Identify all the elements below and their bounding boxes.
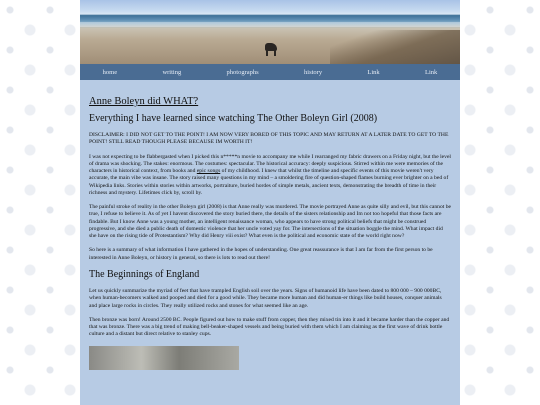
nav-photographs[interactable]: photographs bbox=[226, 68, 259, 76]
beach-banner-image bbox=[80, 0, 460, 64]
nav-home[interactable]: home bbox=[102, 68, 118, 76]
dog-leg bbox=[266, 50, 268, 56]
paragraph-summary: So here is a summary of what information I have gathered in the hopes of understanding. One great reassurance is that I am far from the first person to be interested in Anne Boleyn, or history in general, so there is lots to read out there! bbox=[89, 247, 433, 261]
article-title: Anne Boleyn did WHAT? bbox=[89, 96, 199, 107]
article-photo bbox=[89, 346, 239, 370]
disclaimer: DISCLAIMER: I DID NOT GET TO THE POINT! I AM NOW VERY BORED OF THIS TOPIC AND MAY RETURN AT A LATER DATE TO GET TO THE POINT! STILL READ THOUGH PLEASE BECAUSE IM WORTH IT! bbox=[89, 132, 449, 146]
article-subtitle: Everything I have learned since watching The Other Boleyn Girl (2008) bbox=[89, 113, 378, 124]
section-heading: The Beginnings of England bbox=[89, 268, 200, 280]
nav-link-2[interactable]: Link bbox=[425, 68, 438, 76]
paragraph-murder: The painful stroke of reality in the other Boleyn girl (2008) is that Anne really was murdered. The movie portrayed Anne as quite silly and evil, but this cannot be true, I refuse to believe it. As of yet I havent discovered the story buried there, the details of the sisters relationship and Im not too hopeful that those facts are findable. But I know Anne was a young mother, an intelligent renaissance woman, who appears to have strong political beliefs that might be construed progressive, and she died a public death of domestic violence that her uncle voted yay for. The intersections of the situation boggle the mind. What impact did she have on the rising tide of Protestantism? Why did Henry viii exist? What even is the political and economic state of the world right now? bbox=[89, 204, 452, 240]
epic-songs-link[interactable]: epic songs bbox=[196, 168, 221, 175]
paragraph-bronze: Then bronze was born! Around 2500 BC. People figured out how to make stuff from copper, then they mixed tin into it and it became harder than the copper and that was bronze. There was a big trend of making bell-beaker-shaped vessels and being buried with them which I am claiming as the first wave of drink bottle culture and a distant but direct relative to stanley cups. bbox=[89, 316, 450, 338]
paragraph-prehistory: Let us quickly summarize the myriad of feet that have trampled English soil over the years. Signs of humanoid life have been dated to 800 000 – 900 000BC, when human-becomers walked and pooped and died for a good while. They became more human and did human-er things like build houses, conquer animals and place large rocks in circles. They really utilized rocks and stones for what seemed like an age. bbox=[89, 287, 442, 309]
main-nav bbox=[80, 64, 460, 80]
paragraph-text: of my childhood. I knew that whilst the timeline and specific events of this movie weren't very accurate, the main vibe was insane. The story raised many questions in my mind – a smoldering fire of question-shaped flames burning ever brighter on a bed of Wikipedia links. Stories within stories within artworks, portraiture, buried hordes of simple metals, ancient texts, demonstrating the breadth of time in their richness and mystery. Lifetimes click by, scroll by. bbox=[89, 168, 449, 196]
dog-leg bbox=[274, 50, 276, 56]
article-content bbox=[80, 80, 460, 370]
paragraph-intro bbox=[89, 154, 451, 198]
seaweed-shore bbox=[330, 30, 460, 64]
page-container bbox=[80, 0, 460, 405]
nav-history[interactable]: history bbox=[304, 68, 323, 76]
paragraph-text: I was not expecting to be flabbergasted when I picked this n*****n movie to accompany me while I rearranged my fabric drawers on a Friday night, but the level of drama was shocking. The stakes: enormous. The costumes: spectacular. The historical accuracy: deeply suspicious. Stirred within me were memories of the characters in historical context, from books and bbox=[89, 153, 451, 175]
nav-writing[interactable]: writing bbox=[162, 68, 182, 76]
nav-link-1[interactable]: Link bbox=[367, 68, 380, 76]
surf-line bbox=[80, 22, 460, 27]
